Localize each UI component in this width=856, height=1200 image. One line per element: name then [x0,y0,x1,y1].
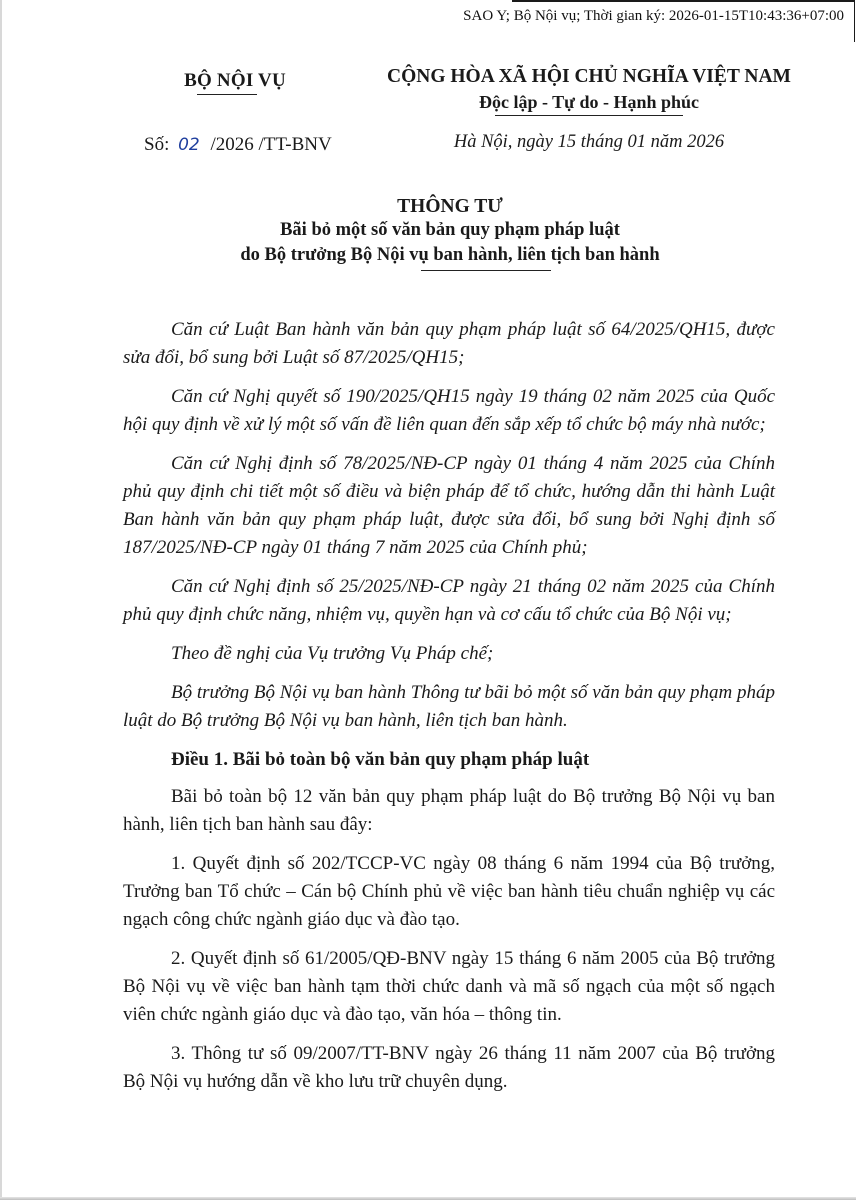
scan-page-edge-left [0,0,2,1200]
issuing-agency: BỘ NỘI VỤ [184,70,286,91]
preamble-paragraph: Bộ trưởng Bộ Nội vụ ban hành Thông tư bãi bỏ một số văn bản quy phạm pháp luật do Bộ trưởng Bộ Nội vụ ban hành, liên tịch ban hành. [123,682,775,731]
motto-underline [495,115,683,116]
article-1-heading: Điều 1. Bãi bỏ toàn bộ văn bản quy phạm pháp luật [171,749,590,770]
nation-name: CỘNG HÒA XÃ HỘI CHỦ NGHĨA VIỆT NAM [387,66,791,87]
issuing-agency-block [110,70,360,95]
place-and-date: Hà Nội, ngày 15 tháng 01 năm 2026 [453,132,725,152]
signature-stamp-text: SAO Y; Bộ Nội vụ; Thời gian ký: 2026-01-15T10:43:36+07:00 [463,8,844,24]
digital-signature-stamp [463,0,855,42]
document-subtitle-line-1: Bãi bỏ một số văn bản quy phạm pháp luật [280,220,620,240]
document-body [123,316,775,1107]
preamble-paragraph: Căn cứ Luật Ban hành văn bản quy phạm pháp luật số 64/2025/QH15, được sửa đổi, bổ sung bởi Luật số 87/2025/QH15; [123,319,775,368]
agency-underline [197,94,257,95]
preamble-paragraph: Căn cứ Nghị định số 78/2025/NĐ-CP ngày 01 tháng 4 năm 2025 của Chính phủ quy định chi tiết một số điều và biện pháp để tổ chức, hướng dẫn thi hành Luật Ban hành văn bản quy phạm pháp luật, được sửa đổi, bổ sung bởi Nghị định số 187/2025/NĐ-CP ngày 01 tháng 7 năm 2025 của Chính phủ; [123,453,775,558]
preamble-paragraph: Căn cứ Nghị quyết số 190/2025/QH15 ngày 19 tháng 02 năm 2025 của Quốc hội quy định về xử lý một số vấn đề liên quan đến sắp xếp tổ chức bộ máy nhà nước; [123,386,775,435]
repealed-document-item: 1. Quyết định số 202/TCCP-VC ngày 08 tháng 6 năm 1994 của Bộ trưởng, Trưởng ban Tổ chức – Cán bộ Chính phủ về việc ban hành tiêu chuẩn nghiệp vụ các ngạch công chức ngành giáo dục và đào tạo. [123,853,775,930]
number-suffix: /2026 /TT-BNV [210,134,332,155]
title-underline [421,270,551,271]
document-subtitle-line-2: do Bộ trưởng Bộ Nội vụ ban hành, liên tịch ban hành [240,245,660,265]
national-title-block [370,66,808,116]
national-motto: Độc lập - Tự do - Hạnh phúc [478,92,700,112]
handwritten-number: 02 [178,135,200,155]
document-type: THÔNG TƯ [397,196,503,217]
preamble-paragraph: Theo đề nghị của Vụ trưởng Vụ Pháp chế; [171,643,494,664]
document-number [144,134,332,156]
number-prefix: Số: [144,134,170,155]
article-1-intro: Bãi bỏ toàn bộ 12 văn bản quy phạm pháp luật do Bộ trưởng Bộ Nội vụ ban hành, liên tịch ban hành sau đây: [123,786,775,835]
preamble-paragraph: Căn cứ Nghị định số 25/2025/NĐ-CP ngày 21 tháng 02 năm 2025 của Chính phủ quy định chức năng, nhiệm vụ, quyền hạn và cơ cấu tổ chức của Bộ Nội vụ; [123,576,775,625]
document-title-block [150,196,750,271]
repealed-document-item: 3. Thông tư số 09/2007/TT-BNV ngày 26 tháng 11 năm 2007 của Bộ trưởng Bộ Nội vụ hướng dẫn về kho lưu trữ chuyên dụng. [123,1043,775,1092]
repealed-document-item: 2. Quyết định số 61/2005/QĐ-BNV ngày 15 tháng 6 năm 2005 của Bộ trưởng Bộ Nội vụ về việc ban hành tạm thời chức danh và mã số ngạch của một số ngạch viên chức ngành giáo dục và đào tạo, văn hóa – thông tin. [123,948,775,1025]
